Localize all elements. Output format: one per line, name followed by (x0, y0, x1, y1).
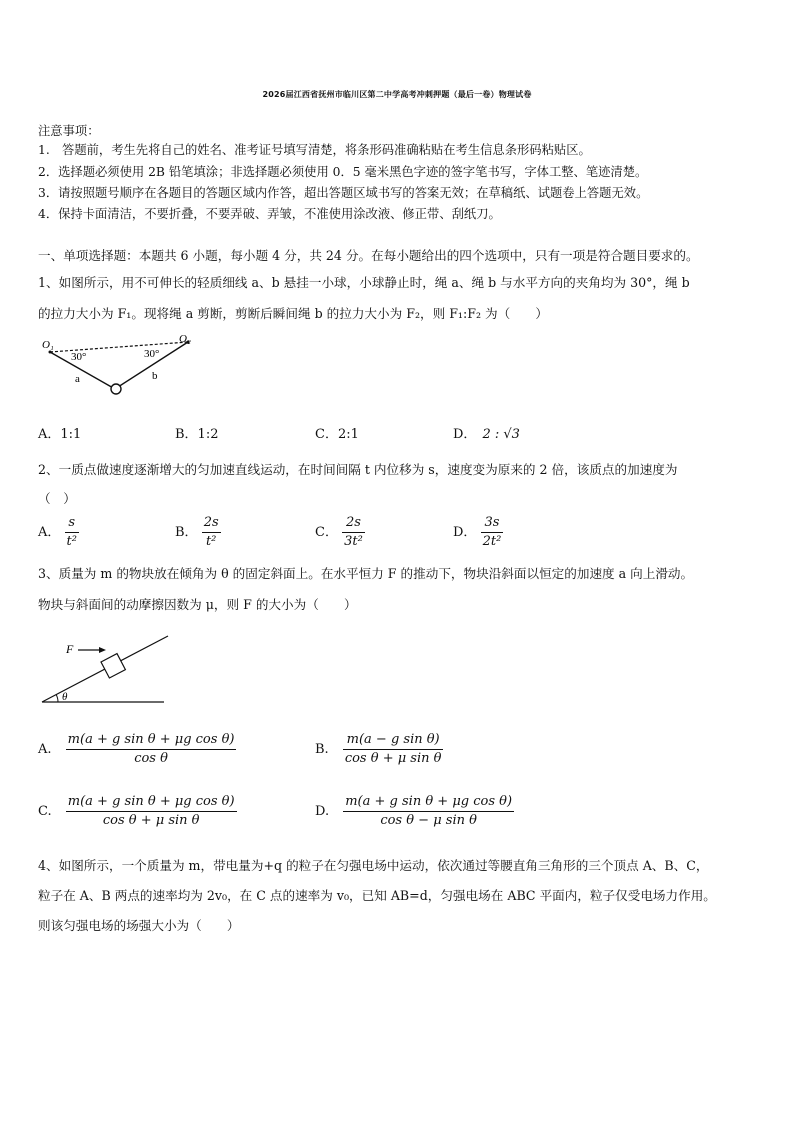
option-d (453, 514, 503, 551)
question-text: 的拉力大小为 F₁。现将绳 a 剪断，剪断后瞬间绳 b 的拉力大小为 F₂，则 F₁:F₂ 为（ ） (38, 306, 548, 321)
numerator: 3s (481, 514, 504, 533)
option-c: C．2:1 (315, 427, 359, 442)
option-a: A．1:1 (38, 427, 82, 442)
fraction (343, 731, 444, 768)
option-d (315, 793, 514, 830)
numerator: s (65, 514, 79, 533)
option-label: A． (38, 525, 61, 540)
fraction (202, 514, 221, 551)
denominator: t² (66, 534, 77, 549)
angle-label: θ (62, 691, 68, 703)
numerator: 2s (342, 514, 365, 533)
o2-label: O₂ (179, 333, 191, 345)
angle-arc (56, 695, 58, 702)
option-a (38, 731, 236, 768)
question-text: （ ） (38, 491, 76, 506)
option-label: D. (315, 804, 330, 819)
option-c (315, 514, 365, 551)
option-b (315, 731, 443, 768)
fraction (66, 731, 237, 768)
option-d-value: 2 : √3 (482, 427, 520, 442)
notice-heading: 注意事项： (38, 124, 100, 138)
question-text: 4、如图所示，一个质量为 m，带电量为+q 的粒子在匀强电场中运动，依次通过等腰直角三角形的三个顶点 A、B、C， (38, 858, 709, 873)
option-label: B. (315, 742, 329, 757)
ball (111, 384, 121, 394)
option-label: B． (175, 525, 198, 540)
option-label: A. (38, 742, 52, 757)
option-b: B．1:2 (175, 427, 219, 442)
o1-label: O₁ (42, 339, 54, 351)
denominator: cos θ + μ sin θ (344, 751, 442, 766)
numerator: 2s (202, 514, 221, 533)
option-c (38, 793, 237, 830)
rope-b-label: b (152, 370, 158, 382)
option-label: C. (38, 804, 52, 819)
section-heading: 一、单项选择题：本题共 6 小题，每小题 4 分，共 24 分。在每小题给出的四个选项中，只有一项是符合题目要求的。 (38, 248, 699, 263)
option-d (453, 423, 520, 442)
force-label: F (66, 642, 74, 656)
denominator: 3t² (344, 534, 363, 549)
option-label: C． (315, 525, 338, 540)
option-a (38, 514, 79, 551)
angle-left-label: 30° (71, 351, 87, 363)
block (101, 654, 125, 678)
denominator: 2t² (482, 534, 502, 549)
force-arrow-head (99, 647, 106, 653)
notice-item: 4．保持卡面清洁，不要折叠，不要弄破、弄皱，不准使用涂改液、修正带、刮纸刀。 (38, 207, 501, 221)
notice-item: 1. 答题前，考生先将自己的姓名、准考证号填写清楚，将条形码准确粘贴在考生信息条形码粘贴区。 (38, 143, 591, 157)
denominator: cos θ + μ sin θ (102, 813, 200, 828)
option-b (175, 514, 221, 551)
fraction (343, 793, 514, 830)
angle-right-label: 30° (144, 348, 160, 360)
numerator: m(a + g sin θ + μg cos θ) (66, 793, 237, 812)
question-text: 则该匀强电场的场强大小为（ ） (38, 918, 240, 933)
question-text: 3、质量为 m 的物块放在倾角为 θ 的固定斜面上。在水平恒力 F 的推动下，物块沿斜面以恒定的加速度 a 向上滑动。 (38, 566, 694, 581)
denominator: cos θ (134, 751, 168, 766)
denominator: t² (205, 534, 217, 549)
notice-item: 2．选择题必须使用 2B 铅笔填涂；非选择题必须使用 0．5 毫米黑色字迹的签字笔书写，字体工整、笔迹清楚。 (38, 165, 648, 179)
question-text: 物块与斜面间的动摩擦因数为 μ，则 F 的大小为（ ） (38, 597, 357, 612)
q3-figure (36, 628, 176, 708)
denominator: cos θ − μ sin θ (380, 813, 477, 828)
question-text: 粒子在 A、B 两点的速率均为 2v₀，在 C 点的速率为 v₀，已知 AB=d，匀强电场在 ABC 平面内，粒子仅受电场力作用。 (38, 888, 716, 903)
question-text: 1、如图所示，用不可伸长的轻质细线 a、b 悬挂一小球，小球静止时，绳 a、绳 b 与水平方向的夹角均为 30°，绳 b (38, 275, 690, 290)
numerator: m(a + g sin θ + μg cos θ) (66, 731, 237, 750)
page-title: 2026届江西省抚州市临川区第二中学高考冲刺押题（最后一卷）物理试卷 (262, 90, 532, 99)
fraction (342, 514, 365, 551)
notice-item: 3．请按照题号顺序在各题目的答题区域内作答，超出答题区域书写的答案无效；在草稿纸、试题卷上答题无效。 (38, 186, 649, 200)
rope-a-label: a (75, 373, 80, 385)
fraction (66, 793, 237, 830)
q1-figure (36, 330, 206, 400)
option-d-label: D． (453, 427, 477, 442)
fraction (65, 514, 79, 551)
question-text: 2、一质点做速度逐渐增大的匀加速直线运动，在时间间隔 t 内位移为 s，速度变为原来的 2 倍，该质点的加速度为 (38, 462, 678, 477)
numerator: m(a − g sin θ) (343, 731, 444, 750)
numerator: m(a + g sin θ + μg cos θ) (343, 793, 514, 812)
fraction (481, 514, 504, 551)
option-label: D． (453, 525, 477, 540)
